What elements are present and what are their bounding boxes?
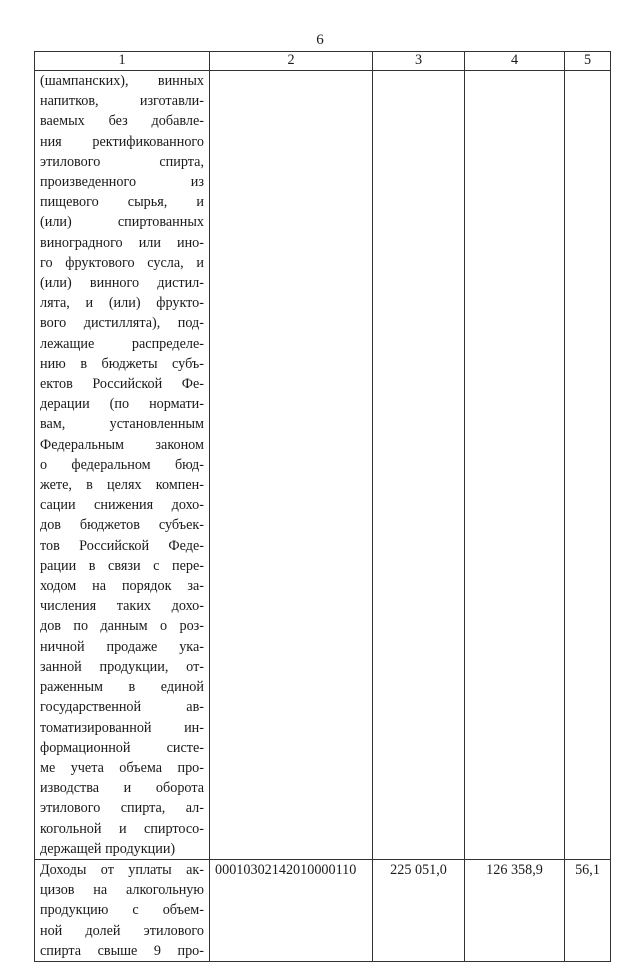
text-line: цизов на алкогольную: [40, 882, 204, 899]
text-line: произведенного из: [40, 174, 204, 191]
text-line: виноградного или ино-: [40, 234, 204, 251]
header-col-3: 3: [373, 52, 465, 71]
row2-description: [35, 859, 210, 961]
text-line: спирта свыше 9 про-: [40, 942, 204, 959]
row1-code: [210, 71, 373, 860]
row2-col4: 126 358,9: [465, 859, 565, 961]
row1-description: [35, 71, 210, 860]
text-line: вам, установленным: [40, 416, 204, 433]
row2-col5: 56,1: [565, 859, 611, 961]
budget-table: [34, 51, 611, 962]
text-line: государственной ав-: [40, 699, 204, 716]
row1-col5: [565, 71, 611, 860]
header-col-4: 4: [465, 52, 565, 71]
text-line: нию в бюджеты субъ-: [40, 355, 204, 372]
row2-code: 00010302142010000110: [210, 859, 373, 961]
text-line: го фруктового сусла, и: [40, 254, 204, 271]
text-line: формационной систе-: [40, 739, 204, 756]
text-line: тов Российской Феде-: [40, 537, 204, 554]
text-line: ния ректификованного: [40, 133, 204, 150]
text-line: напитков, изготавли-: [40, 93, 204, 110]
text-line: (шампанских), винных: [40, 73, 204, 89]
row2-col3: 225 051,0: [373, 859, 465, 961]
text-line: числения таких дохо-: [40, 598, 204, 615]
text-line: ектов Российской Фе-: [40, 376, 204, 393]
text-line: дов бюджетов субъек-: [40, 517, 204, 534]
page-number: 6: [316, 32, 324, 48]
text-line: этилового спирта,: [40, 153, 204, 170]
header-col-1: 1: [35, 52, 210, 71]
text-line: (или) спиртованных: [40, 214, 204, 231]
text-line: продукцию с объем-: [40, 902, 204, 919]
row1-col4: [465, 71, 565, 860]
table-header-row: [35, 52, 611, 71]
text-line: держащей продукции): [40, 840, 176, 857]
text-line: ничной продаже ука-: [40, 638, 204, 655]
row1-col3: [373, 71, 465, 860]
text-line: лята, и (или) фрукто-: [40, 295, 204, 312]
table-row: [35, 71, 611, 860]
text-line: жете, в целях компен-: [40, 477, 204, 494]
text-line: томатизированной ин-: [40, 719, 204, 736]
text-line: вого дистиллята), под-: [40, 315, 204, 332]
text-line: рации в связи с пере-: [40, 557, 204, 574]
text-line: дерации (по нормати-: [40, 396, 204, 413]
header-col-5: 5: [565, 52, 611, 71]
text-line: когольной и спиртосо-: [40, 820, 204, 837]
text-line: сации снижения дохо-: [40, 497, 204, 514]
text-line: о федеральном бюд-: [40, 456, 204, 473]
text-line: (или) винного дистил-: [40, 275, 204, 292]
text-line: Доходы от уплаты ак-: [40, 861, 204, 878]
text-line: раженным в единой: [40, 679, 204, 696]
text-line: ходом на порядок за-: [40, 578, 204, 595]
text-line: изводства и оборота: [40, 780, 204, 797]
text-line: ной долей этилового: [40, 922, 204, 939]
text-line: занной продукции, от-: [40, 658, 204, 675]
text-line: этилового спирта, ал-: [40, 800, 204, 817]
text-line: ваемых без добавле-: [40, 113, 204, 130]
table-row: [35, 859, 611, 961]
text-line: лежащие распределе-: [40, 335, 204, 352]
text-line: пищевого сырья, и: [40, 194, 204, 211]
text-line: дов по данным о роз-: [40, 618, 204, 635]
text-line: Федеральным законом: [40, 436, 204, 453]
header-col-2: 2: [210, 52, 373, 71]
text-line: ме учета объема про-: [40, 759, 204, 776]
